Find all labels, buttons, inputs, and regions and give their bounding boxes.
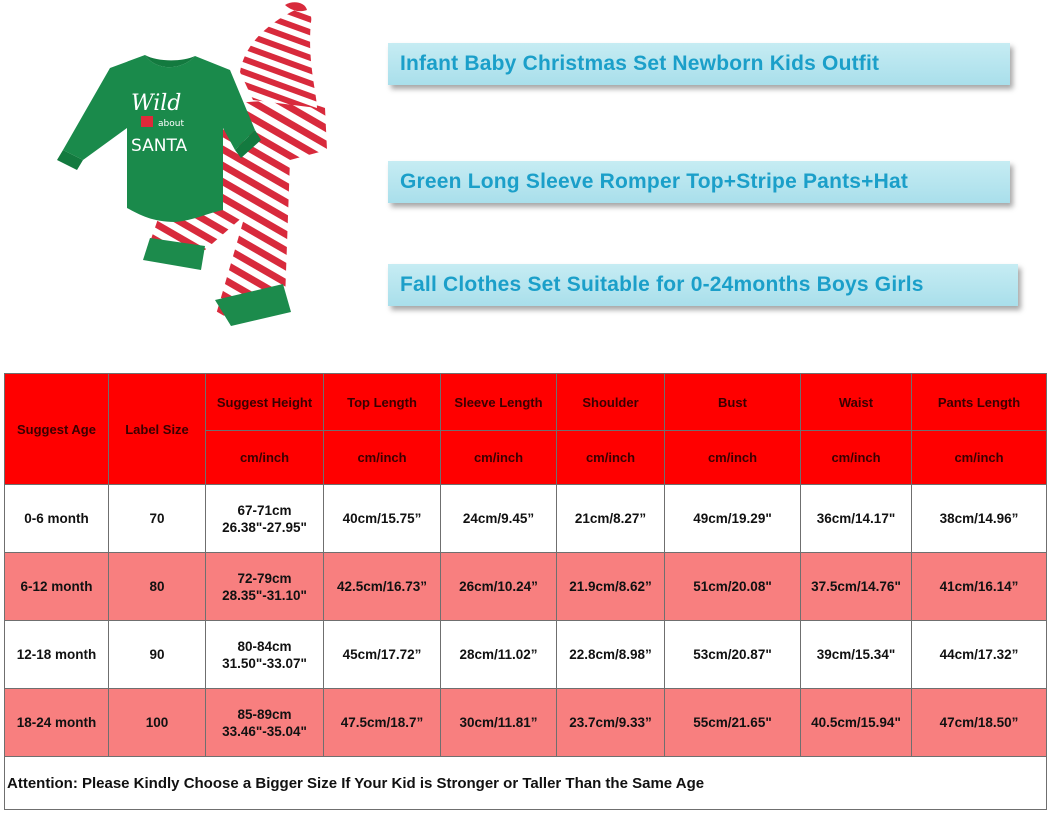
striped-hat xyxy=(240,2,317,108)
cell-bust: 49cm/19.29" xyxy=(665,485,801,553)
shirt-text-wild: Wild xyxy=(131,91,182,116)
cell-waist: 37.5cm/14.76" xyxy=(801,553,912,621)
cell-age: 0-6 month xyxy=(5,485,109,553)
cell-age: 18-24 month xyxy=(5,689,109,757)
cell-bust: 53cm/20.87" xyxy=(665,621,801,689)
cell-pants-length: 41cm/16.14” xyxy=(912,553,1047,621)
cell-waist: 39cm/15.34" xyxy=(801,621,912,689)
header-top-length: Top Length xyxy=(324,374,441,431)
banner-contents: Green Long Sleeve Romper Top+Stripe Pants+Hat xyxy=(388,161,1010,203)
shirt-text-santa: SANTA xyxy=(131,136,188,156)
cell-pants-length: 47cm/18.50” xyxy=(912,689,1047,757)
header-suggest-height: Suggest Height xyxy=(206,374,324,431)
cell-waist: 36cm/14.17" xyxy=(801,485,912,553)
cell-sleeve-length: 30cm/11.81” xyxy=(441,689,557,757)
cell-age: 6-12 month xyxy=(5,553,109,621)
header-waist: Waist xyxy=(801,374,912,431)
cell-top-length: 45cm/17.72” xyxy=(324,621,441,689)
table-row xyxy=(5,621,1047,689)
cell-bust: 55cm/21.65" xyxy=(665,689,801,757)
cell-sleeve-length: 28cm/11.02” xyxy=(441,621,557,689)
header-shoulder: Shoulder xyxy=(557,374,665,431)
table-row xyxy=(5,689,1047,757)
cell-label-size: 90 xyxy=(109,621,206,689)
header-label-size: Label Size xyxy=(109,374,206,485)
header-pants-length: Pants Length xyxy=(912,374,1047,431)
unit-cell: cm/inch xyxy=(206,431,324,485)
attention-note: Attention: Please Kindly Choose a Bigger Size If Your Kid is Stronger or Taller Than the Same Age xyxy=(5,757,1047,810)
header-bust: Bust xyxy=(665,374,801,431)
product-image xyxy=(55,0,345,330)
banner-title: Infant Baby Christmas Set Newborn Kids Outfit xyxy=(388,43,1010,85)
cell-shoulder: 23.7cm/9.33” xyxy=(557,689,665,757)
height-cm: 85-89cm xyxy=(237,706,292,722)
cell-sleeve-length: 24cm/9.45” xyxy=(441,485,557,553)
cell-label-size: 70 xyxy=(109,485,206,553)
size-chart-table xyxy=(4,373,1047,810)
cell-bust: 51cm/20.08" xyxy=(665,553,801,621)
unit-cell: cm/inch xyxy=(557,431,665,485)
cell-shoulder: 21cm/8.27” xyxy=(557,485,665,553)
cell-top-length: 42.5cm/16.73” xyxy=(324,553,441,621)
height-cm: 67-71cm xyxy=(237,502,292,518)
cell-height xyxy=(206,553,324,621)
attention-row xyxy=(5,757,1047,810)
cell-height xyxy=(206,689,324,757)
height-inch: 26.38"-27.95" xyxy=(222,519,307,535)
header-suggest-age: Suggest Age xyxy=(5,374,109,485)
cell-age: 12-18 month xyxy=(5,621,109,689)
cell-shoulder: 22.8cm/8.98” xyxy=(557,621,665,689)
cell-label-size: 100 xyxy=(109,689,206,757)
unit-cell: cm/inch xyxy=(665,431,801,485)
cell-shoulder: 21.9cm/8.62” xyxy=(557,553,665,621)
table-row xyxy=(5,485,1047,553)
cell-pants-length: 38cm/14.96” xyxy=(912,485,1047,553)
cell-height xyxy=(206,485,324,553)
height-inch: 33.46"-35.04" xyxy=(222,723,307,739)
cell-height xyxy=(206,621,324,689)
unit-cell: cm/inch xyxy=(912,431,1047,485)
height-inch: 31.50"-33.07" xyxy=(222,655,307,671)
cell-pants-length: 44cm/17.32” xyxy=(912,621,1047,689)
cell-top-length: 40cm/15.75” xyxy=(324,485,441,553)
cell-waist: 40.5cm/15.94" xyxy=(801,689,912,757)
height-cm: 72-79cm xyxy=(237,570,292,586)
shirt-text-about: about xyxy=(158,119,184,129)
unit-cell: cm/inch xyxy=(441,431,557,485)
table-header-row xyxy=(5,374,1047,431)
cell-top-length: 47.5cm/18.7” xyxy=(324,689,441,757)
unit-cell: cm/inch xyxy=(324,431,441,485)
unit-cell: cm/inch xyxy=(801,431,912,485)
height-inch: 28.35"-31.10" xyxy=(222,587,307,603)
cell-label-size: 80 xyxy=(109,553,206,621)
banner-suitable: Fall Clothes Set Suitable for 0-24months Boys Girls xyxy=(388,264,1018,306)
table-row xyxy=(5,553,1047,621)
cell-sleeve-length: 26cm/10.24” xyxy=(441,553,557,621)
height-cm: 80-84cm xyxy=(237,638,292,654)
header-sleeve-length: Sleeve Length xyxy=(441,374,557,431)
